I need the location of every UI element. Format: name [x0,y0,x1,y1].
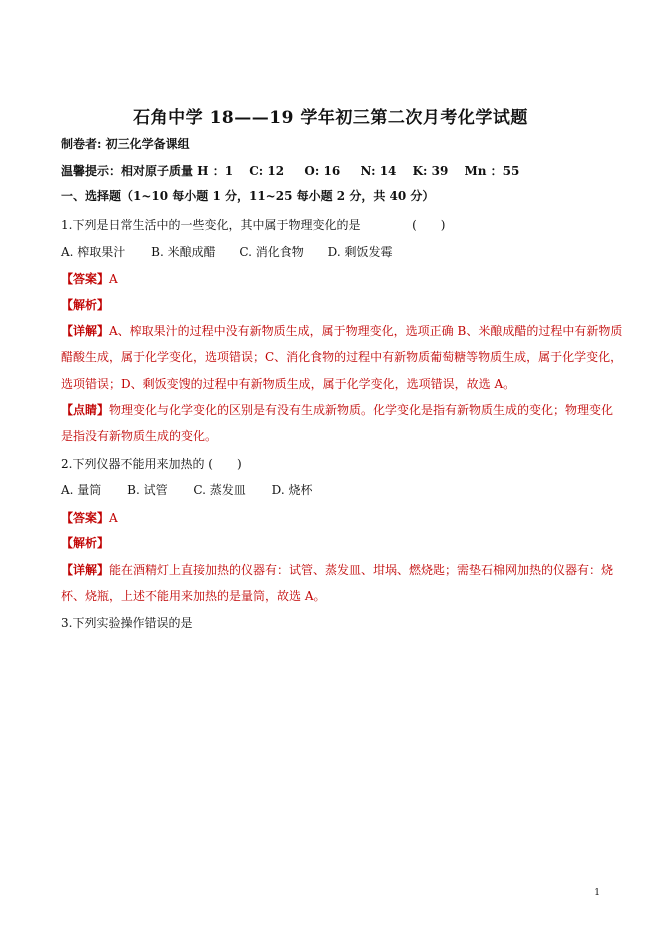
point-tag: 【点睛】 [61,403,110,417]
option-d: D. 剩饭发霉 [327,245,393,259]
analysis-tag: 【解析】 [61,536,110,550]
point-text: 物理变化与化学变化的区别是有没有生成新物质。化学变化是指有新物质生成的变化；物理变化 [109,403,614,417]
question-2-options [61,482,312,498]
question-2-stem [61,456,242,472]
detail-tag: 【详解】 [61,324,110,338]
atomic-mass-tip: 温馨提示：相对原子质量 H ：1 C: 12 O: 16 N: 14 K: 39 Mn ：55 [61,164,520,178]
option-c: C. 蒸发皿 [193,483,246,497]
answer-value: A [109,272,118,286]
question-1-text: 1.下列是日常生活中的一些变化，其中属于物理变化的是 [61,218,361,232]
option-a: A. 量筒 [61,483,102,497]
detail-text: 能在酒精灯上直接加热的仪器有：试管、蒸发皿、坩埚、燃烧匙；需垫石棉网加热的仪器有：烧 [109,563,614,577]
option-d: D. 烧杯 [271,483,313,497]
question-1-options [61,244,392,260]
detail-tag: 【详解】 [61,563,110,577]
point-line-1 [61,402,613,418]
detail-text: A、榨取果汁的过程中没有新物质生成，属于物理变化，选项正确 B、米酿成醋的过程中有新物质 [109,324,623,338]
question-1-stem [61,217,445,233]
point-line-2: 是指没有新物质生成的变化。 [61,429,218,443]
question-2-paren: ( ) [208,457,242,471]
answer-value: A [109,511,118,525]
page-number: 1 [594,888,600,898]
answer-tag: 【答案】 [61,272,110,286]
question-1-answer [61,271,118,287]
detail-line-2: 醋酸生成，属于化学变化，选项错误；C、消化食物的过程中有新物质葡萄糖等物质生成，属于化学变化， [61,350,623,364]
option-a: A. 榨取果汁 [61,245,126,259]
detail-line-2: 杯、烧瓶，上述不能用来加热的是量筒，故选 A。 [61,589,326,603]
section-heading: 一、选择题（1~10 每小题 1 分，11~25 每小题 2 分，共 40 分） [61,189,435,203]
option-c: C. 消化食物 [239,245,304,259]
page-title: 石角中学 18——19 学年初三第二次月考化学试题 [133,108,528,128]
question-1-paren: ( ) [412,218,446,232]
author-line: 制卷者: 初三化学备课组 [61,137,190,151]
option-b: B. 米酿成醋 [151,245,216,259]
question-2-text: 2.下列仪器不能用来加热的 [61,457,205,471]
question-2-answer [61,510,118,526]
analysis-tag: 【解析】 [61,298,110,312]
option-b: B. 试管 [127,483,168,497]
answer-tag: 【答案】 [61,511,110,525]
detail-line-1 [61,562,613,578]
detail-line-1 [61,323,622,339]
question-3-stem: 3.下列实验操作错误的是 [61,616,193,630]
detail-line-3: 选项错误；D、剩饭变馊的过程中有新物质生成，属于化学变化，选项错误，故选 A。 [61,377,516,391]
